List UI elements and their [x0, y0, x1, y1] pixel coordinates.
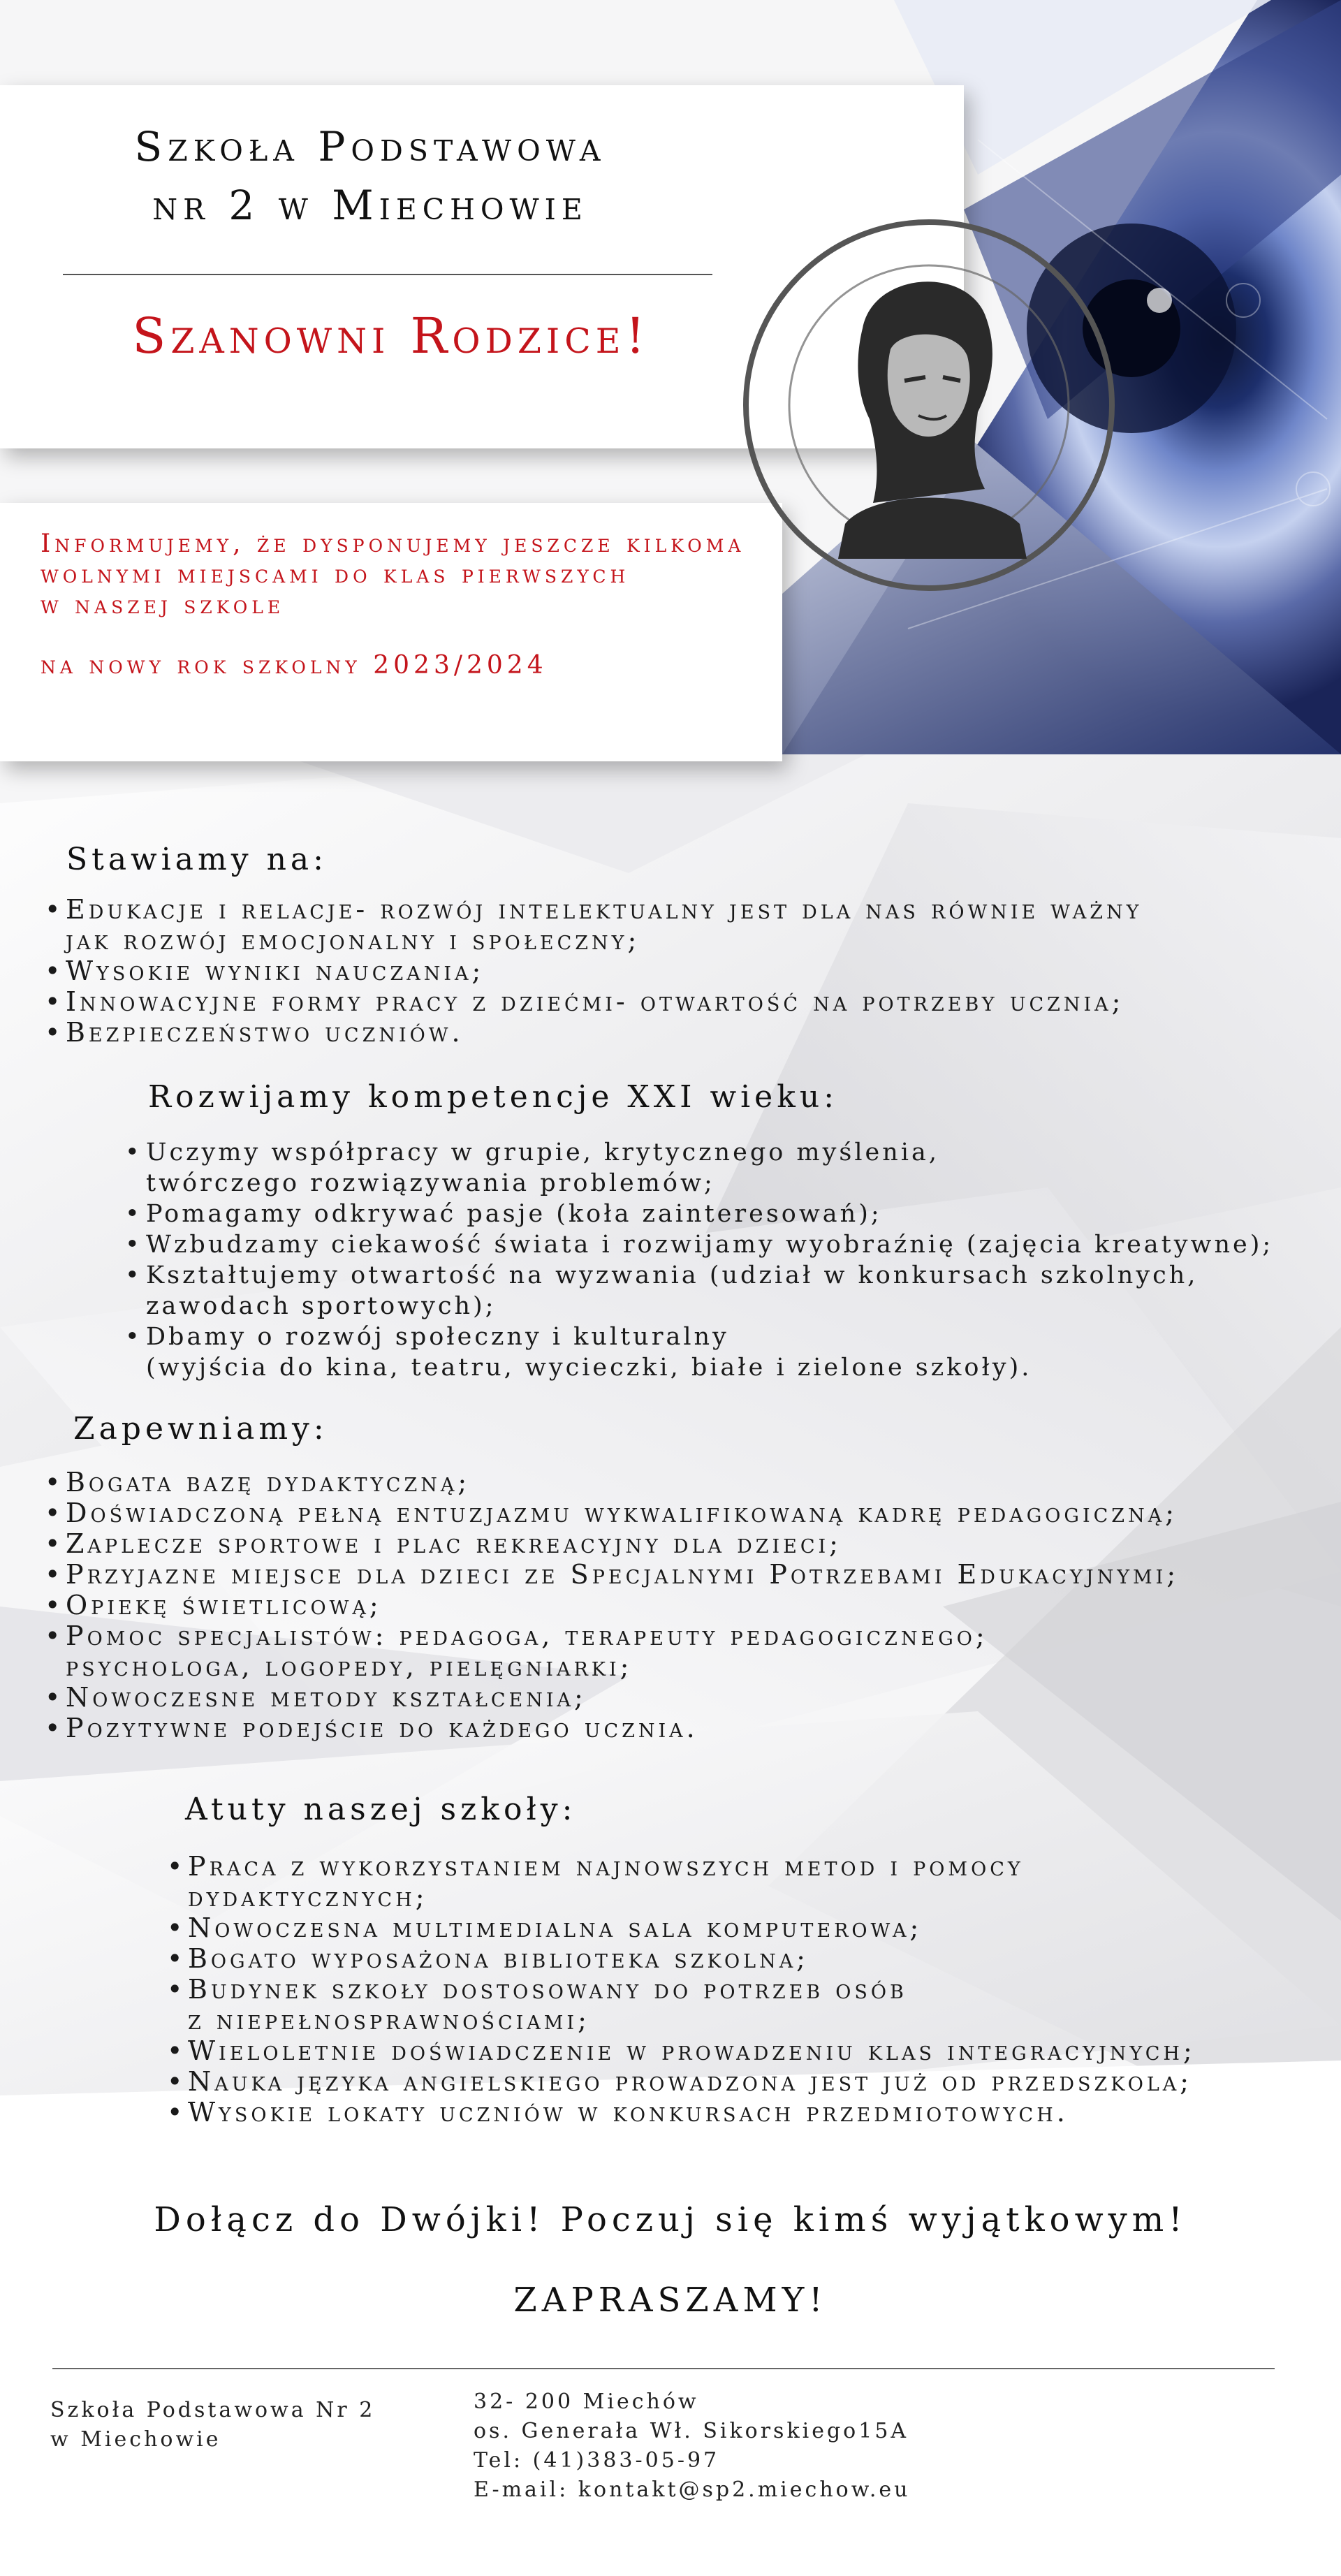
list-item: zawodach sportowych);: [146, 1292, 497, 1320]
list-item: • Doświadczoną pełną entuzjazmu wykwalifikowaną kadrę pedagogiczną;: [45, 1498, 1178, 1528]
patron-portrait: [838, 281, 1027, 559]
invite-heading: ZAPRASZAMY!: [513, 2281, 828, 2320]
list-item: • Bogata bazę dydaktyczną;: [45, 1467, 471, 1498]
footer-school-name: [50, 2396, 375, 2454]
list-item: • Innowacyjne formy pracy z dziećmi- otwartość na potrzeby ucznia;: [45, 986, 1124, 1017]
list-stawiamy: [42, 894, 1142, 1048]
list-item: • Edukacje i relacje- rozwój intelektualny jest dla nas równie ważny: [45, 894, 1143, 925]
list-atuty: [164, 1851, 1196, 2128]
list-item: • Nauka języka angielskiego prowadzona jest już od przedszkola;: [167, 2066, 1193, 2097]
bullet-icon: •: [45, 1713, 64, 1743]
bullet-icon: •: [167, 2097, 186, 2128]
list-zapewniamy: [42, 1467, 1179, 1743]
bullet-icon: •: [45, 956, 64, 986]
list-item: psychologa, logopedy, pielęgniarki;: [66, 1651, 633, 1682]
list-item: • Pomagamy odkrywać pasje (koła zainteresowań);: [125, 1200, 882, 1228]
footer-email-link[interactable]: E-mail: kontakt@sp2.miechow.eu: [474, 2478, 911, 2502]
slogan: Dołącz do Dwójki! Poczuj się kimś wyjątkowym!: [154, 2200, 1187, 2239]
bullet-icon: •: [45, 1498, 64, 1528]
footer-phone: Tel: (41)383-05-97: [474, 2448, 720, 2473]
bullet-icon: •: [167, 1851, 186, 1882]
list-item: (wyjścia do kina, teatru, wycieczki, białe i zielone szkoły).: [146, 1354, 1032, 1382]
footer-address-line1: 32- 200 Miechów: [474, 2390, 699, 2414]
title-divider: [63, 274, 712, 275]
footer-name-line1: Szkoła Podstawowa Nr 2: [50, 2398, 376, 2422]
list-item: • Nowoczesne metody kształcenia;: [45, 1682, 587, 1713]
bullet-icon: •: [125, 1231, 142, 1259]
list-item: • Wieloletnie doświadczenie w prowadzeniu klas integracyjnych;: [167, 2035, 1196, 2066]
school-name: [42, 117, 698, 235]
greeting-heading: Szanowni Rodzice!: [132, 307, 650, 365]
list-item: • Uczymy współpracy w grupie, krytycznego myślenia,: [125, 1139, 939, 1166]
bullet-icon: •: [167, 2066, 186, 2097]
footer-divider: [52, 2368, 1275, 2369]
school-name-line2: nr 2 w Miechowie: [152, 182, 588, 229]
section-title-zapewniamy: Zapewniamy:: [73, 1411, 328, 1447]
bullet-icon: •: [167, 2035, 186, 2066]
bullet-icon: •: [45, 1017, 64, 1048]
bullet-icon: •: [45, 1467, 64, 1498]
list-item: • Zaplecze sportowe i plac rekreacyjny dla dzieci;: [45, 1528, 842, 1559]
list-item: dydaktycznych;: [188, 1882, 428, 1912]
list-item: • Pozytywne podejście do każdego ucznia.: [45, 1713, 698, 1743]
list-item: • Bezpieczeństwo uczniów.: [45, 1017, 464, 1048]
list-item: • Wzbudzamy ciekawość świata i rozwijamy wyobraźnię (zajęcia kreatywne);: [125, 1231, 1274, 1259]
list-item: • Praca z wykorzystaniem najnowszych metod i pomocy: [167, 1851, 1024, 1882]
info-line-1: Informujemy, że dysponujemy jeszcze kilkoma: [41, 529, 745, 558]
info-line-4: na nowy rok szkolny 2023/2024: [41, 651, 548, 680]
bullet-icon: •: [45, 1559, 64, 1590]
bullet-icon: •: [125, 1261, 142, 1289]
bullet-icon: •: [45, 1620, 64, 1651]
bullet-icon: •: [167, 1974, 186, 2005]
bullet-icon: •: [125, 1323, 142, 1351]
bullet-icon: •: [45, 1682, 64, 1713]
list-item: • Przyjazne miejsce dla dzieci ze Specjalnymi Potrzebami Edukacyjnymi;: [45, 1559, 1180, 1590]
section-title-atuty: Atuty naszej szkoły:: [185, 1792, 577, 1827]
section-title-stawiamy: Stawiamy na:: [66, 842, 328, 877]
footer-address-line2: os. Generała Wł. Sikorskiego15A: [474, 2419, 909, 2443]
list-item: • Wysokie wyniki nauczania;: [45, 956, 485, 986]
bullet-icon: •: [45, 1590, 64, 1620]
bullet-icon: •: [45, 986, 64, 1017]
section-title-kompetencje: Rozwijamy kompetencje XXI wieku:: [148, 1079, 839, 1115]
list-item: twórczego rozwiązywania problemów;: [146, 1169, 715, 1197]
bullet-icon: •: [167, 1912, 186, 1943]
bullet-icon: •: [45, 894, 64, 925]
school-name-line1: Szkoła Podstawowa: [134, 123, 606, 170]
bullet-icon: •: [45, 1528, 64, 1559]
school-stamp-logo: [733, 210, 1124, 601]
info-line-2: wolnymi miejscami do klas pierwszych: [41, 560, 630, 589]
bullet-icon: •: [125, 1139, 142, 1166]
list-item: • Dbamy o rozwój społeczny i kulturalny: [125, 1323, 729, 1351]
list-item: • Budynek szkoły dostosowany do potrzeb osób: [167, 1974, 907, 2005]
list-item: jak rozwój emocjonalny i społeczny;: [66, 925, 640, 956]
list-item: • Bogato wyposażona biblioteka szkolna;: [167, 1943, 809, 1974]
footer-contact: [474, 2387, 910, 2505]
list-kompetencje: [122, 1137, 1273, 1383]
list-item: • Wysokie lokaty uczniów w konkursach przedmiotowych.: [167, 2097, 1069, 2128]
bullet-icon: •: [167, 1943, 186, 1974]
list-item: • Opiekę świetlicową;: [45, 1590, 382, 1620]
footer-name-line2: w Miechowie: [50, 2427, 221, 2452]
list-item: • Pomoc specjalistów: pedagoga, terapeuty pedagogicznego;: [45, 1620, 988, 1651]
list-item: • Kształtujemy otwartość na wyzwania (udział w konkursach szkolnych,: [125, 1261, 1199, 1289]
list-item: z niepełnosprawnościami;: [188, 2005, 590, 2035]
bullet-icon: •: [125, 1200, 142, 1228]
info-line-3: w naszej szkole: [41, 591, 285, 620]
list-item: • Nowoczesna multimedialna sala komputerowa;: [167, 1912, 923, 1943]
